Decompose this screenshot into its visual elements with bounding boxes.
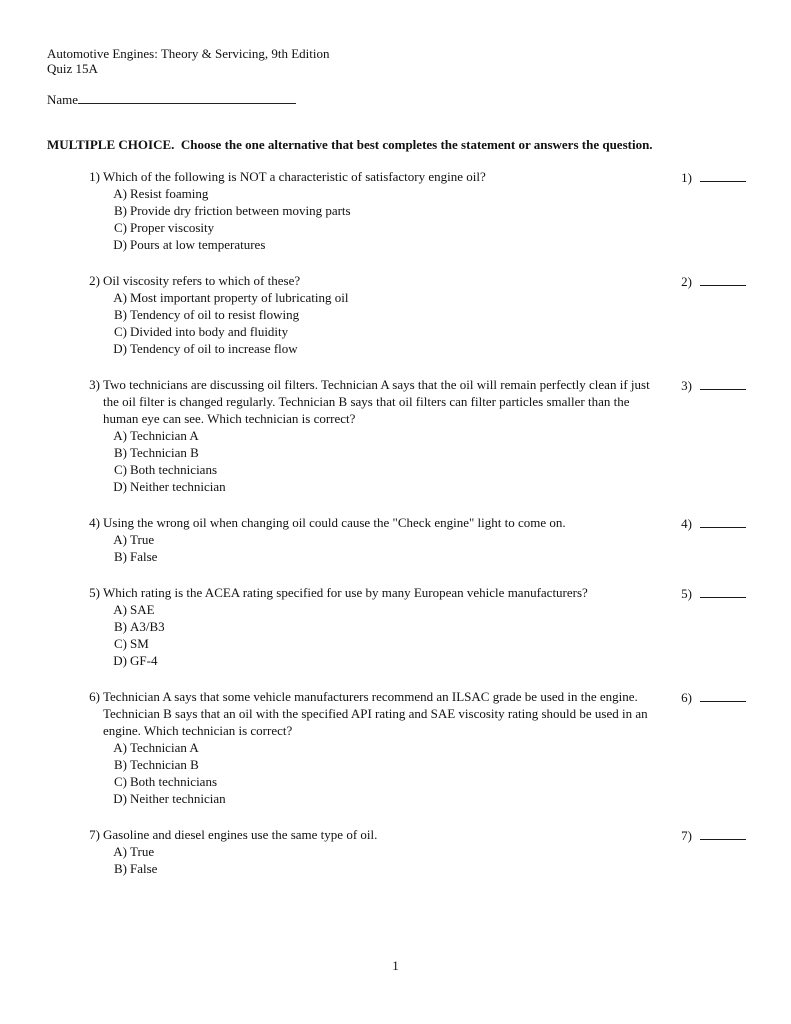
option-letter: C) [114,220,127,235]
question-options [75,531,655,565]
question-option [75,323,655,340]
question-main [75,272,655,357]
option-letter: D) [113,479,127,494]
option-text: Technician A [130,740,199,755]
question-option [75,601,655,618]
question-option [75,531,655,548]
questions-list [47,168,746,877]
option-letter: B) [114,307,127,322]
answer-blank [681,376,746,394]
option-letter: B) [114,445,127,460]
question-number: 5) [89,585,100,600]
option-letter: C) [114,324,127,339]
option-letter: A) [113,186,127,201]
question-option [75,236,655,253]
option-text: Pours at low temperatures [130,237,266,252]
question-option [75,739,655,756]
question-option [75,652,655,669]
option-text: Technician A [130,428,199,443]
question-option [75,340,655,357]
answer-blank [681,168,746,186]
question-number: 7) [89,827,100,842]
quiz-number: Quiz 15A [47,61,98,76]
question-text: Which rating is the ACEA rating specified for use by many European vehicle manufacturers? [103,585,588,600]
question-text: Oil viscosity refers to which of these? [103,273,301,288]
question-head [75,514,655,531]
option-letter: B) [114,861,127,876]
question-option [75,461,655,478]
question-head [75,584,655,601]
option-text: A3/B3 [130,619,165,634]
question-main [75,168,655,253]
option-text: Divided into body and fluidity [130,324,289,339]
answer-number: 2) [681,274,692,289]
option-text: Proper viscosity [130,220,215,235]
name-input-line[interactable] [78,90,296,104]
question-text: Which of the following is NOT a characteristic of satisfactory engine oil? [103,169,486,184]
option-letter: C) [114,636,127,651]
option-text: SM [130,636,149,651]
option-text: Technician B [130,757,199,772]
answer-line[interactable] [700,514,746,528]
page-number: 1 [392,958,399,973]
option-text: Provide dry friction between moving parts [130,203,351,218]
option-text: GF-4 [130,653,158,668]
question-options [75,289,655,357]
option-text: True [130,532,155,547]
option-text: Technician B [130,445,199,460]
option-text: Neither technician [130,791,226,806]
option-letter: A) [113,602,127,617]
option-letter: C) [114,462,127,477]
answer-line[interactable] [700,168,746,182]
option-text: False [130,861,158,876]
option-letter: B) [114,619,127,634]
answer-blank [681,688,746,706]
question-option [75,756,655,773]
question-option [75,860,655,877]
document-title: Automotive Engines: Theory & Servicing, 9th Edition [47,46,330,61]
question-block [75,688,746,807]
question-options [75,427,655,495]
answer-blank [681,514,746,532]
question-main [75,826,655,877]
question-options [75,601,655,669]
option-text: False [130,549,158,564]
question-option [75,202,655,219]
question-text: Using the wrong oil when changing oil could cause the "Check engine" light to come on. [103,515,566,530]
option-letter: A) [113,844,127,859]
answer-line[interactable] [700,584,746,598]
question-main [75,514,655,565]
question-head [75,168,655,185]
option-letter: B) [114,757,127,772]
question-option [75,185,655,202]
answer-number: 1) [681,170,692,185]
option-letter: A) [113,290,127,305]
question-main [75,688,655,807]
question-main [75,584,655,669]
option-text: Most important property of lubricating oil [130,290,349,305]
question-options [75,739,655,807]
answer-line[interactable] [700,826,746,840]
question-options [75,843,655,877]
option-letter: D) [113,237,127,252]
option-letter: B) [114,203,127,218]
question-text: Technician A says that some vehicle manufacturers recommend an ILSAC grade be used in the engine. Technician B says that an oil with the specified API rating and SAE viscosity rating should be used in an engine. Which technician is correct? [103,689,648,738]
answer-number: 4) [681,516,692,531]
question-number: 2) [89,273,100,288]
answer-number: 5) [681,586,692,601]
option-letter: C) [114,774,127,789]
question-number: 6) [89,689,100,704]
answer-blank [681,584,746,602]
name-label: Name [47,92,79,107]
option-letter: B) [114,549,127,564]
question-block [75,514,746,565]
question-options [75,185,655,253]
answer-line[interactable] [700,376,746,390]
question-main [75,376,655,495]
answer-blank [681,826,746,844]
answer-number: 7) [681,828,692,843]
option-text: Tendency of oil to increase flow [130,341,298,356]
question-text: Gasoline and diesel engines use the same type of oil. [103,827,378,842]
question-head [75,272,655,289]
question-option [75,548,655,565]
document-header [47,46,746,76]
question-option [75,289,655,306]
answer-number: 6) [681,690,692,705]
question-head [75,688,655,739]
answer-number: 3) [681,378,692,393]
answer-line[interactable] [700,688,746,702]
option-text: Both technicians [130,774,218,789]
question-number: 4) [89,515,100,530]
question-option [75,306,655,323]
question-option [75,790,655,807]
question-option [75,427,655,444]
question-option [75,635,655,652]
option-letter: A) [113,740,127,755]
option-letter: D) [113,653,127,668]
question-option [75,478,655,495]
question-number: 1) [89,169,100,184]
answer-blank [681,272,746,290]
option-letter: A) [113,428,127,443]
question-block [75,168,746,253]
question-block [75,376,746,495]
question-head [75,826,655,843]
option-text: Tendency of oil to resist flowing [130,307,300,322]
option-text: True [130,844,155,859]
question-option [75,618,655,635]
question-option [75,773,655,790]
option-text: Neither technician [130,479,226,494]
question-option [75,219,655,236]
option-letter: D) [113,341,127,356]
question-option [75,843,655,860]
question-block [75,584,746,669]
option-text: SAE [130,602,155,617]
question-block [75,272,746,357]
question-block [75,826,746,877]
question-head [75,376,655,427]
option-text: Both technicians [130,462,218,477]
question-text: Two technicians are discussing oil filters. Technician A says that the oil will remain perfectly clean if just the oil filter is changed regularly. Technician B says that oil filters can filter particles smaller than the human eye can see. Which technician is correct? [103,377,650,426]
question-number: 3) [89,377,100,392]
answer-line[interactable] [700,272,746,286]
option-letter: D) [113,791,127,806]
option-text: Resist foaming [130,186,209,201]
name-row [47,90,746,108]
option-letter: A) [113,532,127,547]
question-option [75,444,655,461]
instructions: MULTIPLE CHOICE. Choose the one alternative that best completes the statement or answers the question. [47,137,653,152]
